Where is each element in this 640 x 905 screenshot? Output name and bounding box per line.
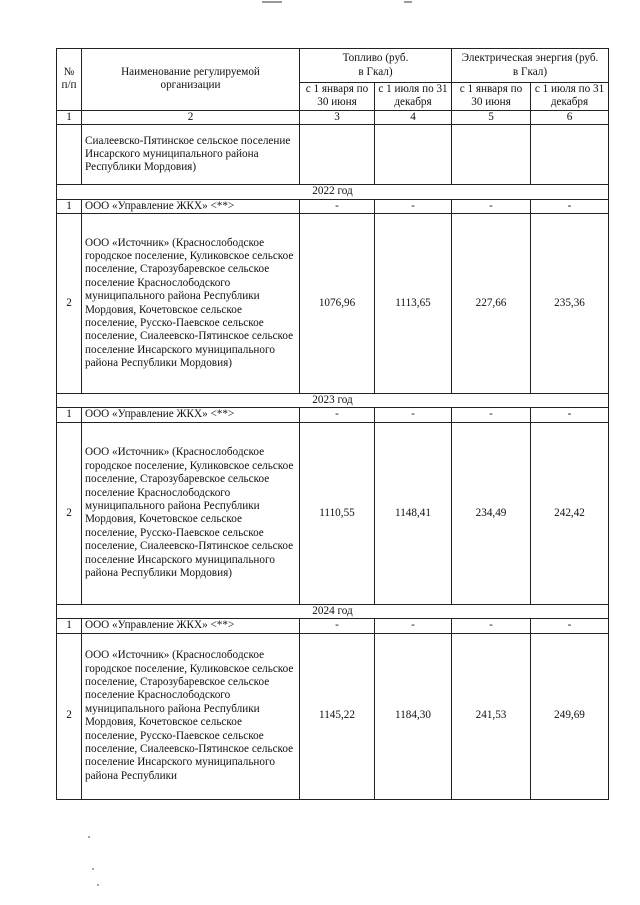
fuel-h1-value: -: [300, 619, 375, 633]
continuation-text: Сиалеевско-Пятинское сельское поселение Инсарского муниципального района Республики Мордовия): [82, 125, 300, 185]
column-number-row: [57, 110, 609, 124]
year-row: [57, 604, 609, 618]
header-num: № п/п: [57, 49, 82, 111]
fuel-h2-value: -: [375, 408, 452, 422]
energy-h1-value: -: [452, 619, 531, 633]
table-row: [57, 619, 609, 633]
table-row: [57, 199, 609, 213]
row-number: 2: [57, 214, 82, 394]
organization-name: ООО «Управление ЖКХ» <**>: [82, 199, 300, 213]
fuel-h1-value: 1076,96: [300, 214, 375, 394]
row-number: 1: [57, 408, 82, 422]
energy-h2-value: 242,42: [531, 422, 609, 604]
table-row: [57, 422, 609, 604]
col-number: 6: [531, 110, 609, 124]
fuel-h1-value: -: [300, 199, 375, 213]
energy-h2-value: -: [531, 619, 609, 633]
header-period-2: с 1 июля по 31 декабря: [375, 83, 452, 111]
col-number: 4: [375, 110, 452, 124]
energy-h1-value: -: [452, 408, 531, 422]
row-number: 1: [57, 199, 82, 213]
header-energy: Электрическая энергия (руб. в Гкал): [452, 49, 609, 83]
organization-name: ООО «Управление ЖКХ» <**>: [82, 408, 300, 422]
fuel-h2-value: 1184,30: [375, 633, 452, 799]
energy-h2-value: -: [531, 199, 609, 213]
fuel-h2-value: 1113,65: [375, 214, 452, 394]
energy-h1-value: 234,49: [452, 422, 531, 604]
table-row: [57, 633, 609, 799]
organization-name: ООО «Источник» (Краснослободское городское поселение, Куликовское сельское поселение, Старозубаревское сельское поселение Краснослободского муниципального района Республики Мордовия, Кочетовское сельское поселение, Русско-Паевское сельское поселение, Сиалеевско-Пятинское сельское поселение Инсарского муниципального района Республики: [82, 633, 300, 799]
organization-name: ООО «Источник» (Краснослободское городское поселение, Куликовское сельское поселение, Старозубаревское сельское поселение Краснослободского муниципального района Республики Мордовия, Кочетовское сельское поселение, Русско-Паевское сельское поселение, Сиалеевско-Пятинское сельское поселение Инсарского муниципального района Республики Мордовия): [82, 422, 300, 604]
col-number: 1: [57, 110, 82, 124]
row-number: 2: [57, 422, 82, 604]
energy-h1-value: 227,66: [452, 214, 531, 394]
scan-top-artifacts: [0, 0, 640, 10]
header-name: Наименование регулируемой организации: [82, 49, 300, 111]
col-number: 5: [452, 110, 531, 124]
header-period-3: с 1 января по 30 июня: [452, 83, 531, 111]
organization-name: ООО «Управление ЖКХ» <**>: [82, 619, 300, 633]
fuel-h1-value: -: [300, 408, 375, 422]
organization-name: ООО «Источник» (Краснослободское городское поселение, Куликовское сельское поселение, Старозубаревское сельское поселение Краснослободского муниципального района Республики Мордовия, Кочетовское сельское поселение, Русско-Паевское сельское поселение, Сиалеевско-Пятинское сельское поселение Инсарского муниципального района Республики Мордовия): [82, 214, 300, 394]
energy-h2-value: 235,36: [531, 214, 609, 394]
header-period-1: с 1 января по 30 июня: [300, 83, 375, 111]
col-number: 3: [300, 110, 375, 124]
fuel-h2-value: -: [375, 199, 452, 213]
energy-h1-value: -: [452, 199, 531, 213]
table-row: [57, 408, 609, 422]
energy-h1-value: 241,53: [452, 633, 531, 799]
energy-h2-value: 249,69: [531, 633, 609, 799]
row-number: 1: [57, 619, 82, 633]
col-number: 2: [82, 110, 300, 124]
year-row: [57, 394, 609, 408]
fuel-h2-value: -: [375, 619, 452, 633]
table-row: [57, 214, 609, 394]
continuation-row: [57, 125, 609, 185]
fuel-h2-value: 1148,41: [375, 422, 452, 604]
header-fuel: Топливо (руб. в Гкал): [300, 49, 452, 83]
energy-h2-value: -: [531, 408, 609, 422]
header-period-4: с 1 июля по 31 декабря: [531, 83, 609, 111]
year-label: 2024 год: [57, 604, 609, 618]
year-row: [57, 185, 609, 199]
fuel-h1-value: 1145,22: [300, 633, 375, 799]
year-label: 2022 год: [57, 185, 609, 199]
tariff-table: [56, 48, 609, 800]
year-label: 2023 год: [57, 394, 609, 408]
fuel-h1-value: 1110,55: [300, 422, 375, 604]
row-number: 2: [57, 633, 82, 799]
